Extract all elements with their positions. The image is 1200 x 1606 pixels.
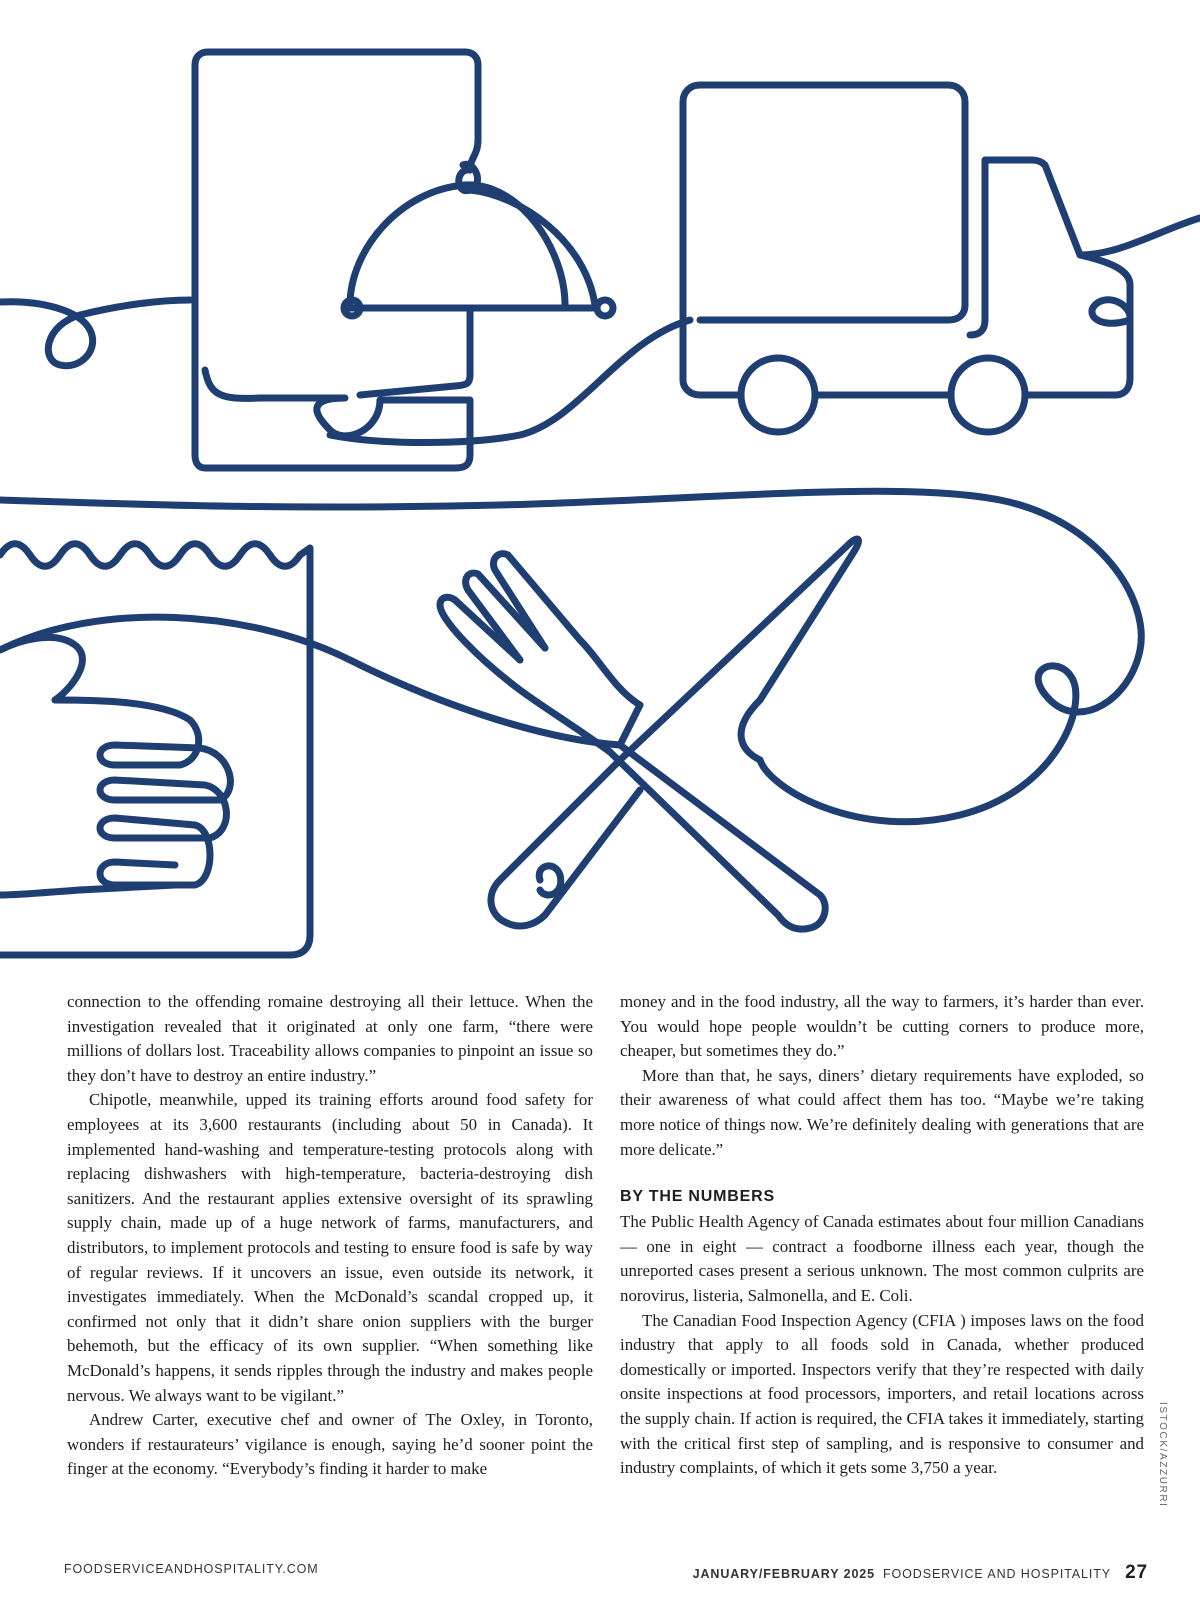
article-column-left	[67, 990, 593, 1482]
fork-icon	[440, 554, 825, 929]
connector-line	[330, 320, 690, 443]
article-paragraph: Andrew Carter, executive chef and owner of The Oxley, in Toronto, wonders if restaurateurs’ vigilance is enough, saying he’d sooner point the finger at the economy. “Everybody’s finding it harder to make	[67, 1410, 593, 1479]
delivery-truck-icon	[683, 85, 1200, 432]
article-paragraph: More than that, he says, diners’ dietary requirements have exploded, so their awareness of what could affect them has too. “Maybe we’re taking more notice of things now. We’re definitely dealing with generations that are more delicate.”	[620, 1065, 1144, 1159]
article-paragraph: Chipotle, meanwhile, upped its training efforts around food safety for employees at its 3,600 restaurants (including about 50 in Canada). It implemented hand-washing and temperature-testing protocols along with replacing dishwashers with high-temperature, bacteria-destroying dish sanitizers. And the restaurant applies extensive oversight of its sprawling supply chain, made up of a huge network of farms, manufacturers, and distributors, to implement protocols and testing to ensure food is safe by way of regular reviews. If it uncovers an issue, even outside its network, it investigates immediately. When the McDonald’s scandal cropped up, it confirmed not only that it didn’t share onion suppliers with the burger behemoth, but the efficacy of its own supplier. “When something like McDonald’s happens, it sends ripples through the industry and makes people nervous. We always want to be vigilant.”	[67, 1090, 593, 1405]
article-paragraph: connection to the offending romaine destroying all their lettuce. When the investigation revealed that it originated at only one farm, “there were millions of dollars lost. Traceability allows companies to pinpoint an issue so they don’t have to destroy an entire industry.”	[67, 992, 593, 1085]
phone-with-cloche-icon	[195, 52, 613, 468]
article-paragraph: The Public Health Agency of Canada estimates about four million Canadians — one in eight — contract a foodborne illness each year, though the unreported cases present a serious unknown. The most common culprits are norovirus, listeria, Salmonella, and E. Coli.	[620, 1212, 1144, 1305]
footer-issue-date: JANUARY/FEBRUARY 2025	[692, 1567, 875, 1581]
swirl-line-left	[0, 300, 190, 366]
article-column-right	[620, 990, 1144, 1481]
section-subhead: BY THE NUMBERS	[620, 1188, 775, 1206]
footer-website: FOODSERVICEANDHOSPITALITY.COM	[64, 1562, 319, 1576]
article-paragraph: money and in the food industry, all the way to farmers, it’s harder than ever. You would hope people wouldn’t be cutting corners to produce more, cheaper, but sometimes they do.”	[620, 992, 1144, 1061]
footer-magazine-name: FOODSERVICE AND HOSPITALITY	[883, 1567, 1112, 1581]
article-paragraph: The Canadian Food Inspection Agency (CFIA ) imposes laws on the food industry that apply to all foods sold in Canada, whether produced domestically or imported. Inspectors verify that they’re respected with daily onsite inspections at food processors, importers, and retail locations across the supply chain. If action is required, the CFIA takes it immediately, starting with the critical first step of sampling, and is responsive to consumer and industry complaints, of which it gets some 3,750 a year.	[620, 1310, 1144, 1478]
photo-credit: ISTOCK/AZZURRI	[1157, 1402, 1168, 1508]
page-number: 27	[1125, 1562, 1148, 1583]
hand-icon	[0, 637, 230, 895]
footer-folio	[693, 1562, 1148, 1584]
long-loop-line	[0, 491, 1141, 821]
